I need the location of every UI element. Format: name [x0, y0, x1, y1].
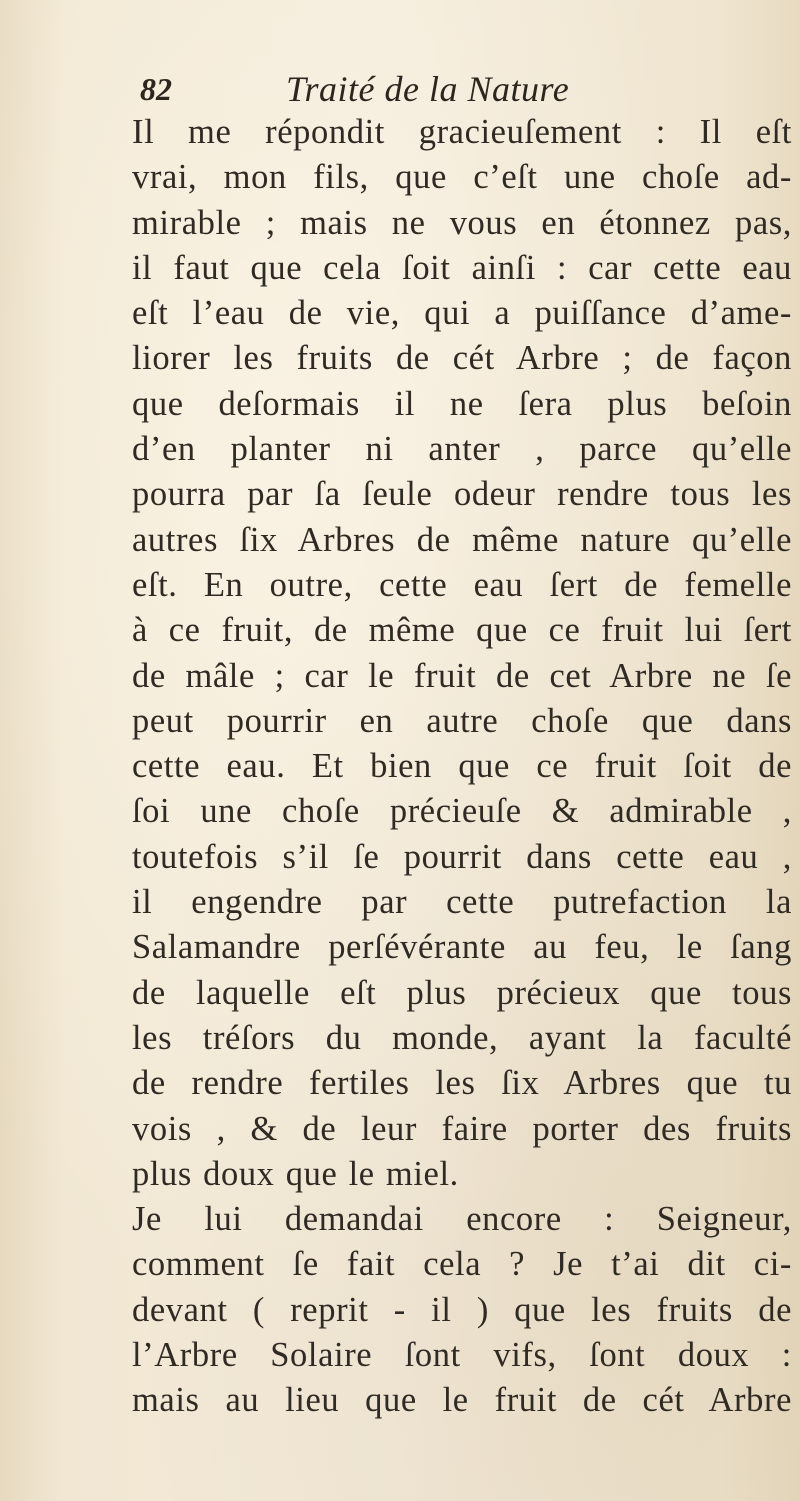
text-line: pourra par ſa ſeule odeur rendre tous les — [132, 475, 792, 514]
text-line: liorer les fruits de cét Arbre ; de façon — [132, 339, 792, 378]
text-line: de laquelle eſt plus précieux que tous — [132, 973, 792, 1012]
text-line: Il me répondit gracieuſement : Il eſt — [132, 113, 792, 151]
text-line: peut pourrir en autre choſe que dans — [132, 701, 792, 740]
text-line: ſoi une choſe précieuſe & admirable , — [132, 792, 792, 831]
text-line: eſt. En outre, cette eau ſert de femelle — [132, 565, 792, 604]
page-number: 82 — [140, 71, 172, 107]
body-text — [132, 110, 792, 1424]
text-line: plus doux que le miel. — [132, 1154, 459, 1193]
text-line: eſt l’eau de vie, qui a puiſſance d’ame- — [132, 294, 792, 333]
text-line: de rendre fertiles les ſix Arbres que tu — [132, 1064, 792, 1103]
running-title: Traité de la Nature — [286, 69, 570, 109]
text-line: que deſormais il ne ſera plus beſoin — [132, 384, 792, 423]
text-line: de mâle ; car le fruit de cet Arbre ne ſe — [132, 656, 792, 695]
text-line: comment ſe fait cela ? Je t’ai dit ci- — [132, 1245, 792, 1284]
text-line: il engendre par cette putrefaction la — [132, 883, 792, 922]
text-line: Salamandre perſévérante au feu, le ſang — [132, 928, 792, 967]
text-line: mais au lieu que le fruit de cét Arbre — [132, 1381, 792, 1420]
text-line: toutefois s’il ſe pourrit dans cette eau , — [132, 837, 792, 876]
text-line: à ce fruit, de même que ce fruit lui ſert — [132, 611, 792, 650]
text-line: Je lui demandai encore : Seigneur, — [132, 1200, 792, 1239]
text-line: d’en planter ni anter , parce qu’elle — [132, 430, 792, 469]
text-line: il faut que cela ſoit ainſi : car cette eau — [132, 248, 792, 287]
text-line: l’Arbre Solaire ſont vifs, ſont doux : — [132, 1336, 792, 1375]
text-line: autres ſix Arbres de même nature qu’elle — [132, 520, 792, 559]
text-line: vrai, mon fils, que c’eſt une choſe ad- — [132, 158, 792, 197]
text-line: les tréſors du monde, ayant la faculté — [132, 1018, 792, 1057]
text-line: mirable ; mais ne vous en étonnez pas, — [132, 203, 792, 242]
text-line: devant ( reprit - il ) que les fruits de — [132, 1290, 792, 1329]
page-header — [140, 66, 780, 112]
text-line: cette eau. Et bien que ce fruit ſoit de — [132, 747, 792, 786]
text-line: vois , & de leur faire porter des fruits — [132, 1109, 792, 1148]
